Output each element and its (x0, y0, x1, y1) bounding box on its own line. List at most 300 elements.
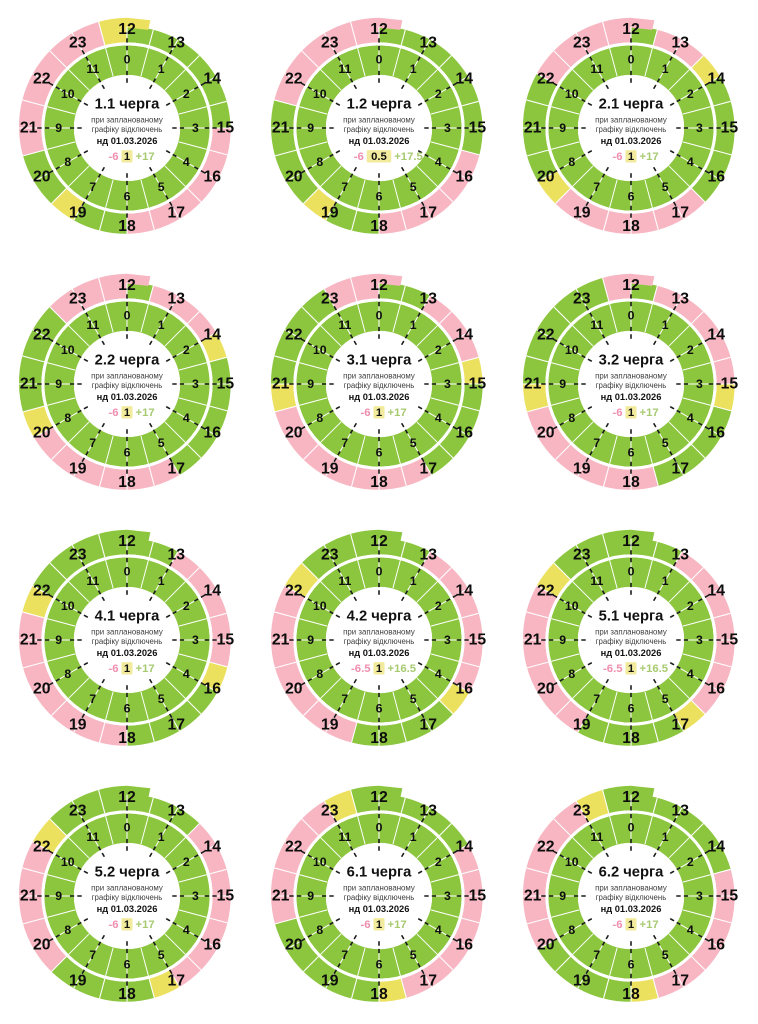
date-label: нд 01.03.2026 (600, 136, 662, 147)
inner-hour-label: 0 (123, 308, 131, 323)
inner-hour-label: 10 (60, 854, 75, 869)
inner-hour-label: 3 (443, 633, 451, 647)
inner-hour-label: 5 (157, 180, 165, 195)
outer-hour-label: 16 (203, 424, 221, 442)
outer-hour-label: 13 (419, 34, 437, 52)
outer-hour-label: 17 (419, 972, 437, 990)
queue-title: 2.2 черга (94, 352, 160, 369)
inner-hour-label: 7 (593, 692, 601, 707)
outer-hour-label: 20 (285, 936, 303, 954)
outer-hour-label: 17 (671, 460, 689, 478)
inner-hour-label: 11 (86, 317, 100, 332)
outer-hour-label: 12 (622, 789, 640, 807)
inner-hour-label: 2 (182, 854, 190, 869)
inner-hour-label: 11 (338, 829, 352, 844)
outer-hour-label: 20 (33, 424, 51, 442)
outer-hour-label: 23 (69, 34, 87, 52)
inner-hour-label: 1 (409, 573, 417, 588)
inner-hour-label: 6 (375, 189, 383, 204)
outer-hour-label: 18 (118, 473, 136, 491)
hours-on-value: +17 (135, 918, 155, 931)
outage-clock-2-2 (1, 256, 253, 512)
outer-hour-label: 17 (671, 716, 689, 734)
outer-hour-label: 13 (167, 546, 185, 564)
inner-hour-label: 2 (686, 86, 694, 101)
outer-hour-label: 14 (707, 70, 725, 88)
outer-hour-label: 14 (203, 70, 221, 88)
outer-hour-label: 23 (321, 290, 339, 308)
queue-title: 6.1 черга (346, 864, 412, 881)
outer-hour-label: 18 (370, 729, 388, 747)
outer-hour-label: 14 (455, 70, 473, 88)
inner-hour-label: 6 (123, 189, 131, 204)
subtitle-line1: при запланованому (595, 883, 667, 893)
inner-hour-label: 11 (86, 829, 100, 844)
outer-hour-label: 14 (707, 838, 725, 856)
hours-off-value: -6 (612, 406, 623, 419)
inner-hour-label: 0 (627, 820, 635, 835)
outer-hour-label: 21 (523, 887, 542, 905)
inner-hour-label: 11 (590, 573, 604, 588)
hours-on-value: +17 (135, 406, 155, 419)
inner-hour-label: 0 (123, 52, 131, 67)
outer-hour-label: 15 (720, 119, 739, 137)
outage-clock-1-2 (253, 0, 505, 256)
inner-hour-label: 9 (559, 121, 567, 135)
outer-hour-label: 18 (622, 473, 640, 491)
outer-hour-label: 12 (370, 533, 388, 551)
inner-hour-label: 8 (316, 411, 324, 426)
outer-hour-label: 17 (167, 460, 185, 478)
date-label: нд 01.03.2026 (348, 904, 410, 915)
outage-clock-6-2 (505, 768, 757, 1024)
outer-hour-label: 16 (203, 168, 221, 186)
inner-hour-label: 8 (64, 411, 72, 426)
inner-hour-label: 10 (564, 86, 579, 101)
outer-hour-label: 20 (33, 680, 51, 698)
hours-half-value: 1 (375, 662, 383, 675)
outer-hour-label: 22 (285, 70, 303, 88)
outer-hour-label: 19 (69, 460, 87, 478)
outage-clock-6-1 (253, 768, 505, 1024)
outer-hour-label: 23 (573, 546, 591, 564)
inner-hour-label: 1 (157, 317, 165, 332)
inner-hour-label: 8 (316, 667, 324, 682)
outer-hour-label: 16 (707, 168, 725, 186)
outage-clock-2-1 (505, 0, 757, 256)
inner-hour-label: 8 (316, 155, 324, 170)
outer-hour-label: 15 (468, 375, 487, 393)
inner-hour-label: 2 (434, 854, 442, 869)
outer-hour-label: 17 (167, 716, 185, 734)
inner-hour-label: 1 (157, 573, 165, 588)
outer-hour-label: 17 (419, 716, 437, 734)
hours-off-value: -6 (360, 918, 371, 931)
outer-hour-label: 21 (523, 375, 542, 393)
inner-hour-label: 4 (686, 411, 694, 426)
inner-hour-label: 3 (443, 889, 451, 903)
outer-hour-label: 22 (285, 326, 303, 344)
outer-hour-label: 13 (671, 802, 689, 820)
clock-chart (255, 516, 503, 764)
outer-hour-label: 23 (573, 290, 591, 308)
outer-hour-label: 16 (203, 680, 221, 698)
subtitle-line1: при запланованому (595, 371, 667, 381)
inner-hour-label: 3 (191, 377, 199, 391)
date-label: нд 01.03.2026 (348, 648, 410, 659)
outer-hour-label: 12 (370, 21, 388, 39)
inner-hour-label: 8 (568, 923, 576, 938)
date-label: нд 01.03.2026 (600, 392, 662, 403)
outer-hour-label: 22 (285, 838, 303, 856)
inner-hour-label: 9 (55, 633, 63, 647)
subtitle-line1: при запланованому (595, 627, 667, 637)
inner-hour-label: 4 (182, 923, 190, 938)
outer-hour-label: 15 (720, 375, 739, 393)
outer-hour-label: 19 (321, 204, 339, 222)
outer-hour-label: 14 (455, 582, 473, 600)
outer-hour-label: 18 (622, 729, 640, 747)
outer-hour-label: 22 (33, 838, 51, 856)
subtitle-line2: графіку відключень (91, 636, 163, 646)
outer-hour-label: 13 (419, 546, 437, 564)
outer-hour-label: 23 (69, 802, 87, 820)
outer-hour-label: 16 (707, 936, 725, 954)
inner-hour-label: 3 (695, 121, 703, 135)
inner-hour-label: 8 (316, 923, 324, 938)
outer-hour-label: 13 (167, 34, 185, 52)
hours-half-value: 1 (123, 406, 131, 419)
hours-half-value: 1 (627, 918, 635, 931)
hours-half-value: 0.5 (371, 150, 387, 163)
outer-hour-label: 12 (622, 277, 640, 295)
inner-hour-label: 5 (409, 948, 417, 963)
inner-hour-label: 7 (89, 692, 97, 707)
outer-hour-label: 15 (468, 119, 487, 137)
outer-hour-label: 19 (321, 972, 339, 990)
subtitle-line1: при запланованому (343, 627, 415, 637)
inner-hour-label: 0 (375, 820, 383, 835)
hours-off-value: -6 (108, 918, 119, 931)
date-label: нд 01.03.2026 (600, 904, 662, 915)
inner-hour-label: 4 (686, 155, 694, 170)
subtitle-line2: графіку відключень (91, 380, 163, 390)
outer-hour-label: 13 (419, 290, 437, 308)
outer-hour-label: 12 (370, 789, 388, 807)
subtitle-line2: графіку відключень (595, 124, 667, 134)
outer-hour-label: 23 (69, 546, 87, 564)
inner-hour-label: 9 (307, 121, 315, 135)
inner-hour-label: 10 (60, 342, 75, 357)
queue-title: 4.2 черга (346, 608, 412, 625)
inner-hour-label: 5 (409, 436, 417, 451)
subtitle-line1: при запланованому (343, 371, 415, 381)
inner-hour-label: 8 (568, 667, 576, 682)
subtitle-line2: графіку відключень (343, 892, 415, 902)
outer-hour-label: 13 (671, 290, 689, 308)
inner-hour-label: 0 (123, 820, 131, 835)
inner-hour-label: 5 (157, 436, 165, 451)
inner-hour-label: 7 (341, 180, 349, 195)
inner-hour-label: 3 (443, 121, 451, 135)
outage-clock-5-2 (1, 768, 253, 1024)
inner-hour-label: 0 (627, 52, 635, 67)
outer-hour-label: 22 (33, 326, 51, 344)
inner-hour-label: 10 (564, 854, 579, 869)
inner-hour-label: 3 (695, 377, 703, 391)
hours-on-value: +17 (639, 406, 659, 419)
inner-hour-label: 7 (341, 436, 349, 451)
hours-off-value: -6 (353, 150, 364, 163)
subtitle-line2: графіку відключень (343, 380, 415, 390)
outer-hour-label: 18 (370, 217, 388, 235)
inner-hour-label: 3 (443, 377, 451, 391)
outer-hour-label: 19 (573, 972, 591, 990)
inner-hour-label: 11 (590, 829, 604, 844)
inner-hour-label: 9 (559, 889, 567, 903)
outer-hour-label: 19 (321, 460, 339, 478)
outer-hour-label: 17 (419, 460, 437, 478)
outer-hour-label: 23 (573, 802, 591, 820)
inner-hour-label: 2 (182, 598, 190, 613)
inner-hour-label: 9 (559, 377, 567, 391)
inner-hour-label: 5 (409, 692, 417, 707)
outer-hour-label: 15 (720, 631, 739, 649)
inner-hour-label: 4 (434, 411, 442, 426)
outer-hour-label: 19 (69, 204, 87, 222)
outer-hour-label: 22 (537, 70, 555, 88)
inner-hour-label: 7 (89, 948, 97, 963)
inner-hour-label: 4 (434, 667, 442, 682)
inner-hour-label: 7 (89, 180, 97, 195)
inner-hour-label: 7 (341, 948, 349, 963)
inner-hour-label: 5 (661, 436, 669, 451)
outer-hour-label: 20 (537, 680, 555, 698)
inner-hour-label: 11 (338, 573, 352, 588)
outer-hour-label: 23 (69, 290, 87, 308)
outer-hour-label: 16 (455, 936, 473, 954)
inner-hour-label: 4 (182, 155, 190, 170)
subtitle-line2: графіку відключень (91, 124, 163, 134)
inner-hour-label: 6 (375, 445, 383, 460)
subtitle-line1: при запланованому (343, 883, 415, 893)
outer-hour-label: 17 (671, 972, 689, 990)
date-label: нд 01.03.2026 (348, 392, 410, 403)
inner-hour-label: 8 (64, 667, 72, 682)
outer-hour-label: 14 (203, 326, 221, 344)
inner-hour-label: 0 (375, 564, 383, 579)
subtitle-line2: графіку відключень (343, 124, 415, 134)
inner-hour-label: 2 (182, 86, 190, 101)
inner-hour-label: 11 (86, 61, 100, 76)
subtitle-line1: при запланованому (595, 115, 667, 125)
subtitle-line2: графіку відключень (595, 636, 667, 646)
date-label: нд 01.03.2026 (600, 648, 662, 659)
outer-hour-label: 14 (455, 838, 473, 856)
inner-hour-label: 9 (307, 889, 315, 903)
inner-hour-label: 1 (409, 317, 417, 332)
outer-hour-label: 15 (216, 119, 235, 137)
outer-hour-label: 22 (537, 582, 555, 600)
inner-hour-label: 0 (627, 564, 635, 579)
outer-hour-label: 22 (537, 838, 555, 856)
outer-hour-label: 21 (19, 375, 38, 393)
inner-hour-label: 5 (409, 180, 417, 195)
inner-hour-label: 1 (409, 61, 417, 76)
outage-clock-4-1 (1, 512, 253, 768)
inner-hour-label: 10 (312, 854, 327, 869)
outage-clock-4-2 (253, 512, 505, 768)
date-label: нд 01.03.2026 (96, 392, 158, 403)
outer-hour-label: 17 (671, 204, 689, 222)
queue-title: 4.1 черга (94, 608, 160, 625)
outer-hour-label: 21 (271, 631, 290, 649)
inner-hour-label: 6 (123, 957, 131, 972)
outer-hour-label: 23 (321, 34, 339, 52)
outer-hour-label: 21 (19, 119, 38, 137)
subtitle-line2: графіку відключень (343, 636, 415, 646)
inner-hour-label: 6 (375, 701, 383, 716)
outer-hour-label: 20 (33, 168, 51, 186)
outer-hour-label: 13 (419, 802, 437, 820)
clock-chart (507, 772, 755, 1020)
hours-on-value: +17 (135, 662, 155, 675)
queue-title: 5.2 черга (94, 864, 160, 881)
queue-title: 1.2 черга (346, 96, 412, 113)
inner-hour-label: 1 (157, 61, 165, 76)
subtitle-line1: при запланованому (91, 115, 163, 125)
outer-hour-label: 17 (419, 204, 437, 222)
inner-hour-label: 0 (627, 308, 635, 323)
hours-off-value: -6 (108, 406, 119, 419)
inner-hour-label: 4 (182, 667, 190, 682)
outer-hour-label: 12 (118, 21, 136, 39)
subtitle-line2: графіку відключень (91, 892, 163, 902)
inner-hour-label: 10 (60, 86, 75, 101)
outer-hour-label: 23 (321, 802, 339, 820)
clock-chart (507, 4, 755, 252)
inner-hour-label: 5 (157, 948, 165, 963)
date-label: нд 01.03.2026 (348, 136, 410, 147)
outage-schedule-grid (1, 0, 757, 1024)
hours-off-value: -6 (108, 150, 119, 163)
outer-hour-label: 19 (69, 972, 87, 990)
inner-hour-label: 10 (312, 342, 327, 357)
hours-off-value: -6 (108, 662, 119, 675)
inner-hour-label: 9 (307, 377, 315, 391)
inner-hour-label: 9 (55, 889, 63, 903)
date-label: нд 01.03.2026 (96, 136, 158, 147)
inner-hour-label: 2 (434, 342, 442, 357)
clock-chart (3, 516, 251, 764)
inner-hour-label: 4 (182, 411, 190, 426)
inner-hour-label: 10 (564, 598, 579, 613)
inner-hour-label: 8 (64, 155, 72, 170)
clock-chart (255, 772, 503, 1020)
outer-hour-label: 18 (118, 217, 136, 235)
outer-hour-label: 16 (455, 168, 473, 186)
inner-hour-label: 1 (661, 61, 669, 76)
inner-hour-label: 2 (686, 598, 694, 613)
inner-hour-label: 10 (312, 598, 327, 613)
inner-hour-label: 0 (375, 308, 383, 323)
inner-hour-label: 7 (593, 180, 601, 195)
inner-hour-label: 6 (375, 957, 383, 972)
outer-hour-label: 22 (537, 326, 555, 344)
inner-hour-label: 3 (191, 121, 199, 135)
outer-hour-label: 12 (622, 21, 640, 39)
outer-hour-label: 20 (537, 424, 555, 442)
subtitle-line1: при запланованому (91, 371, 163, 381)
outer-hour-label: 20 (33, 936, 51, 954)
clock-chart (255, 260, 503, 508)
inner-hour-label: 6 (627, 701, 635, 716)
outer-hour-label: 21 (271, 119, 290, 137)
queue-title: 6.2 черга (598, 864, 664, 881)
outer-hour-label: 18 (118, 985, 136, 1003)
inner-hour-label: 3 (695, 889, 703, 903)
clock-chart (3, 260, 251, 508)
outer-hour-label: 19 (321, 716, 339, 734)
outer-hour-label: 14 (707, 326, 725, 344)
inner-hour-label: 2 (434, 86, 442, 101)
outer-hour-label: 22 (285, 582, 303, 600)
outer-hour-label: 17 (167, 204, 185, 222)
outer-hour-label: 13 (167, 802, 185, 820)
hours-on-value: +17 (639, 150, 659, 163)
outer-hour-label: 21 (523, 119, 542, 137)
hours-half-value: 1 (627, 150, 635, 163)
inner-hour-label: 11 (590, 317, 604, 332)
hours-on-value: +17 (387, 406, 407, 419)
outer-hour-label: 21 (271, 887, 290, 905)
outer-hour-label: 19 (573, 204, 591, 222)
outer-hour-label: 12 (118, 789, 136, 807)
outer-hour-label: 21 (19, 887, 38, 905)
outer-hour-label: 20 (537, 168, 555, 186)
outer-hour-label: 22 (33, 70, 51, 88)
inner-hour-label: 11 (86, 573, 100, 588)
hours-on-value: +17 (135, 150, 155, 163)
inner-hour-label: 11 (338, 317, 352, 332)
clock-chart (3, 4, 251, 252)
outer-hour-label: 21 (523, 631, 542, 649)
inner-hour-label: 6 (627, 445, 635, 460)
hours-off-value: -6 (612, 918, 623, 931)
inner-hour-label: 5 (661, 180, 669, 195)
date-label: нд 01.03.2026 (96, 648, 158, 659)
hours-half-value: 1 (375, 406, 383, 419)
outer-hour-label: 13 (167, 290, 185, 308)
outer-hour-label: 21 (271, 375, 290, 393)
outer-hour-label: 20 (537, 936, 555, 954)
outage-clock-1-1 (1, 0, 253, 256)
inner-hour-label: 8 (568, 411, 576, 426)
outer-hour-label: 16 (707, 424, 725, 442)
hours-off-value: -6 (360, 406, 371, 419)
outer-hour-label: 15 (468, 887, 487, 905)
hours-on-value: +17 (639, 918, 659, 931)
hours-half-value: 1 (627, 406, 635, 419)
inner-hour-label: 11 (590, 61, 604, 76)
outer-hour-label: 19 (69, 716, 87, 734)
inner-hour-label: 4 (686, 667, 694, 682)
subtitle-line2: графіку відключень (595, 380, 667, 390)
outer-hour-label: 22 (33, 582, 51, 600)
hours-half-value: 1 (375, 918, 383, 931)
clock-chart (255, 4, 503, 252)
outer-hour-label: 21 (19, 631, 38, 649)
